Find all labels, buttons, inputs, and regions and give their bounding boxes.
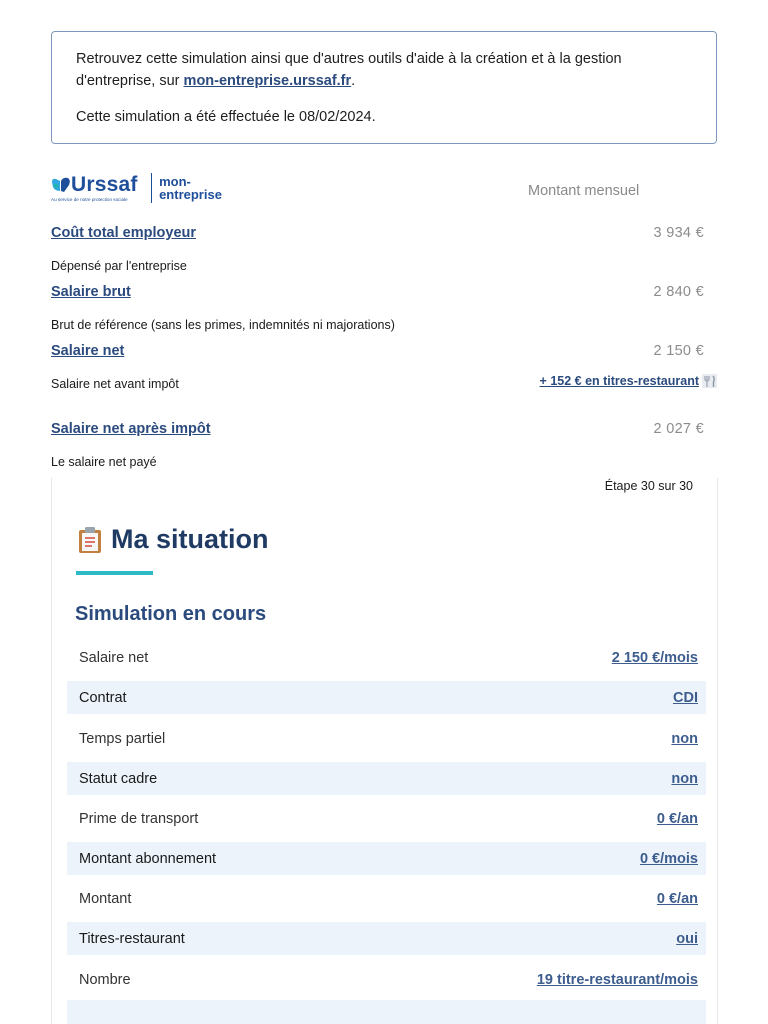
situation-row-label: Titres-restaurant	[79, 930, 185, 947]
salaire-net-description: Salaire net avant impôt	[51, 377, 179, 391]
mon-entreprise-link[interactable]: mon-entreprise.urssaf.fr	[183, 73, 352, 89]
situation-row-next-partial	[67, 1000, 706, 1024]
situation-row-montant-abonnement	[67, 842, 706, 875]
clipboard-icon	[78, 527, 102, 553]
situation-row-value-link[interactable]: 0 €/mois	[639, 850, 698, 867]
situation-row-value-link[interactable]: oui	[676, 930, 698, 947]
situation-row-label: Statut cadre	[79, 770, 158, 787]
urssaf-logo	[51, 172, 138, 202]
situation-row-value-link[interactable]: non	[671, 730, 698, 747]
titres-restaurant-text: + 152 € en titres-restaurant	[539, 374, 699, 388]
cout-total-description: Dépensé par l'entreprise	[51, 259, 187, 273]
info-punct: .	[351, 73, 356, 89]
situation-row-label: Prime de transport	[79, 810, 199, 827]
situation-row-value-link[interactable]: 0 €/an	[656, 890, 698, 907]
mon-entreprise-line1: mon-	[159, 174, 191, 189]
situation-row-label: Contrat	[79, 689, 127, 706]
ma-situation-panel	[51, 478, 718, 1024]
info-box	[51, 31, 717, 144]
step-indicator: Étape 30 sur 30	[604, 479, 693, 493]
ma-situation-heading	[78, 524, 269, 555]
mon-entreprise-wordmark	[159, 175, 222, 201]
situation-row-statut-cadre	[67, 762, 706, 795]
situation-row-label: Nombre	[79, 971, 131, 988]
mon-entreprise-line2: entreprise	[159, 187, 222, 202]
salaire-net-apres-impot-description: Le salaire net payé	[51, 455, 157, 469]
urssaf-logo-icon	[51, 177, 71, 193]
situation-row-label: Salaire net	[79, 649, 149, 666]
urssaf-mon-entreprise-logo[interactable]	[51, 172, 222, 204]
simulation-date: Cette simulation a été effectuée le 08/02/2024.	[76, 109, 376, 125]
urssaf-tagline: Au service de notre protection sociale	[51, 196, 128, 202]
situation-row-prime-transport	[67, 802, 706, 835]
situation-row-contrat	[67, 681, 706, 714]
situation-row-value-link[interactable]: 19 titre-restaurant/mois	[536, 971, 698, 988]
info-text: Retrouvez cette simulation ainsi que d'autres outils d'aide à la création et à la gestion d'entreprise, sur	[76, 51, 622, 89]
logo-separator	[151, 173, 153, 203]
salaire-net-apres-impot-amount: 2 027 €	[653, 421, 704, 437]
salaire-net-link[interactable]: Salaire net	[51, 343, 125, 359]
heading-underline	[76, 571, 153, 575]
urssaf-wordmark: Urssaf	[71, 172, 138, 196]
cout-total-employeur-link[interactable]: Coût total employeur	[51, 225, 197, 241]
salaire-net-apres-impot-link[interactable]: Salaire net après impôt	[51, 421, 211, 437]
situation-row-value-link[interactable]: CDI	[673, 689, 698, 706]
column-header-monthly: Montant mensuel	[528, 183, 640, 199]
salaire-brut-description: Brut de référence (sans les primes, indemnités ni majorations)	[51, 318, 395, 332]
info-line-1	[76, 48, 692, 92]
situation-row-label: Montant	[79, 890, 132, 907]
situation-row-montant	[67, 882, 706, 915]
salaire-brut-amount: 2 840 €	[653, 284, 704, 300]
fork-knife-icon	[702, 374, 717, 388]
ma-situation-title: Ma situation	[111, 524, 269, 554]
salaire-brut-link[interactable]: Salaire brut	[51, 284, 131, 300]
salaire-net-amount: 2 150 €	[653, 343, 704, 359]
situation-row-nombre	[67, 963, 706, 996]
titres-restaurant-link[interactable]	[540, 374, 717, 388]
cout-total-amount: 3 934 €	[653, 225, 704, 241]
situation-row-label: Temps partiel	[79, 730, 166, 747]
situation-row-salaire-net	[67, 641, 706, 674]
situation-row-value-link[interactable]: 0 €/an	[656, 810, 698, 827]
situation-row-value-link[interactable]: 2 150 €/mois	[611, 649, 698, 666]
situation-row-value-link[interactable]: non	[671, 770, 698, 787]
situation-row-titres-restaurant	[67, 922, 706, 955]
situation-row-label: Montant abonnement	[79, 850, 217, 867]
simulation-en-cours-heading: Simulation en cours	[75, 603, 267, 625]
situation-row-temps-partiel	[67, 722, 706, 755]
